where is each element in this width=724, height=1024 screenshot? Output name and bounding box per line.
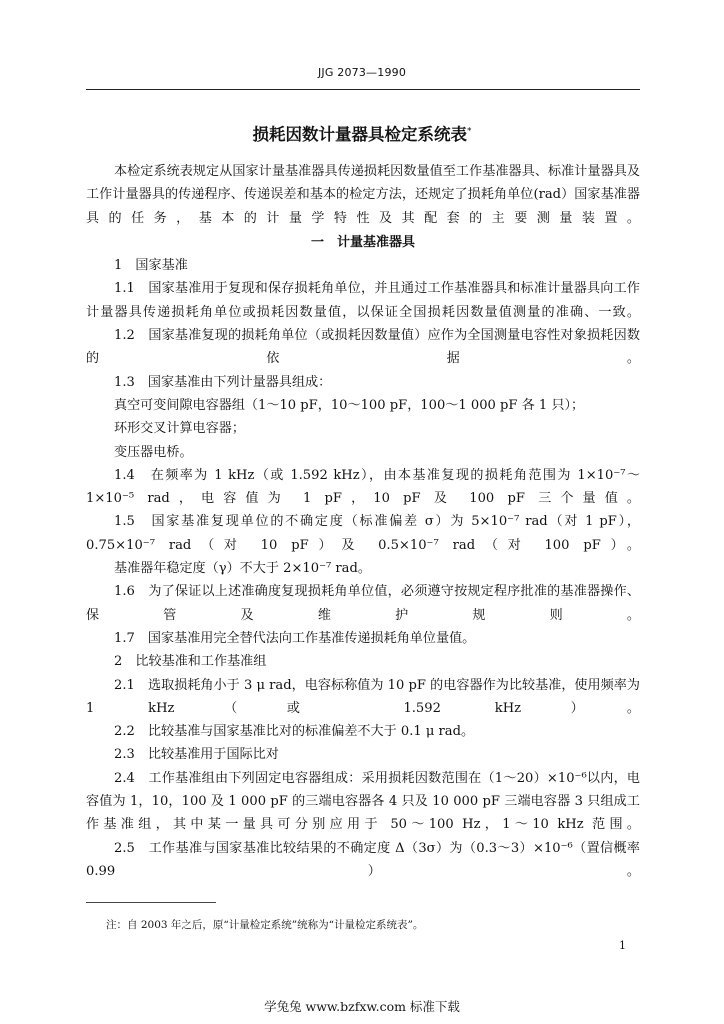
list-item: 变压器电桥。 bbox=[114, 444, 193, 460]
header-rule bbox=[86, 89, 640, 90]
list-item: 环形交叉计算电容器； bbox=[114, 421, 245, 437]
page-number: 1 bbox=[619, 939, 626, 952]
clause-paragraph: 2.4 工作基准组由下列固定电容器组成：采用损耗因数范围在（1～20）×10⁻⁶以内，电容值为 1，10，100 及 1 000 pF 的三端电容器各 4 只及 10 000 pF 三端电容器 3 只组成工作基准组，其中某一量具可分别应用于 50～100 Hz，1～10 kHz 范围。 bbox=[86, 770, 640, 833]
clause-paragraph: 1.7 国家基准用完全替代法向工作基准传递损耗角单位量值。 bbox=[114, 630, 476, 646]
clause-heading: 1 国家基准 bbox=[114, 258, 188, 274]
body-text bbox=[86, 160, 640, 883]
clause-paragraph: 2.5 工作基准与国家基准比较结果的不确定度 Δ（3σ）为（0.3～3）×10⁻⁶（置信概率 0.99）。 bbox=[86, 840, 640, 879]
standard-code-header: JJG 2073—1990 bbox=[317, 66, 407, 79]
clause-paragraph: 1.6 为了保证以上述准确度复现损耗角单位值，必须遵守按规定程序批准的基准器操作、保管及维护规则。 bbox=[86, 584, 640, 623]
clause-paragraph: 1.1 国家基准用于复现和保存损耗角单位，并且通过工作基准器具和标准计量器具向工作计量器具传递损耗角单位或损耗因数量值，以保证全国损耗因数量值测量的准确、一致。 bbox=[86, 281, 640, 320]
clause-paragraph: 基准器年稳定度（γ）不大于 2×10⁻⁷ rad。 bbox=[114, 561, 371, 577]
clause-paragraph: 2.2 比较基准与国家基准比对的标准偏差不大于 0.1 μ rad。 bbox=[114, 724, 475, 740]
list-item: 真空可变间隙电容器组（1～10 pF，10～100 pF，100～1 000 pF 各 1 只）； bbox=[114, 397, 585, 413]
title-footnote-mark: * bbox=[467, 126, 472, 137]
intro-paragraph: 本检定系统表规定从国家计量基准器具传递损耗因数量值至工作基准器具、标准计量器具及工作计量器具的传递程序、传递误差和基本的检定方法，还规定了损耗角单位(rad）国家基准器具的任务，基本的计量学特性及其配套的主要测量装置。 bbox=[86, 164, 640, 226]
watermark-text: 学兔兔 www.bzfxw.com 标准下载 bbox=[264, 999, 460, 1014]
clause-paragraph: 1.3 国家基准由下列计量器具组成： bbox=[114, 374, 332, 390]
footnote-rule bbox=[86, 902, 216, 903]
title-text: 损耗因数计量器具检定系统表 bbox=[252, 125, 467, 144]
clause-paragraph: 1.2 国家基准复现的损耗角单位（或损耗因数量值）应作为全国测量电容性对象损耗因数的依据。 bbox=[86, 328, 640, 367]
footnote: 注：自 2003 年之后，原“计量检定系统”统称为“计量检定系统表”。 bbox=[106, 919, 424, 931]
clause-paragraph: 2.1 选取损耗角小于 3 μ rad，电容标称值为 10 pF 的电容器作为比较基准，使用频率为 1 kHz（或 1.592 kHz）。 bbox=[86, 677, 640, 716]
section-heading: 一 计量基准器具 bbox=[310, 234, 415, 250]
clause-paragraph: 1.4 在频率为 1 kHz（或 1.592 kHz），由本基准复现的损耗角范围为 1×10⁻⁷～1×10⁻⁵ rad，电容值为 1 pF，10 pF 及 100 pF 三个量值。 bbox=[86, 467, 640, 507]
document-title bbox=[0, 121, 724, 145]
clause-paragraph: 2.3 比较基准用于国际比对 bbox=[114, 747, 279, 763]
clause-heading: 2 比较基准和工作基准组 bbox=[114, 654, 267, 670]
clause-paragraph: 1.5 国家基准复现单位的不确定度（标准偏差 σ）为 5×10⁻⁷ rad（对 1 pF），0.75×10⁻⁷ rad（对 10 pF）及 0.5×10⁻⁷ rad（对 100 pF）。 bbox=[86, 514, 640, 553]
